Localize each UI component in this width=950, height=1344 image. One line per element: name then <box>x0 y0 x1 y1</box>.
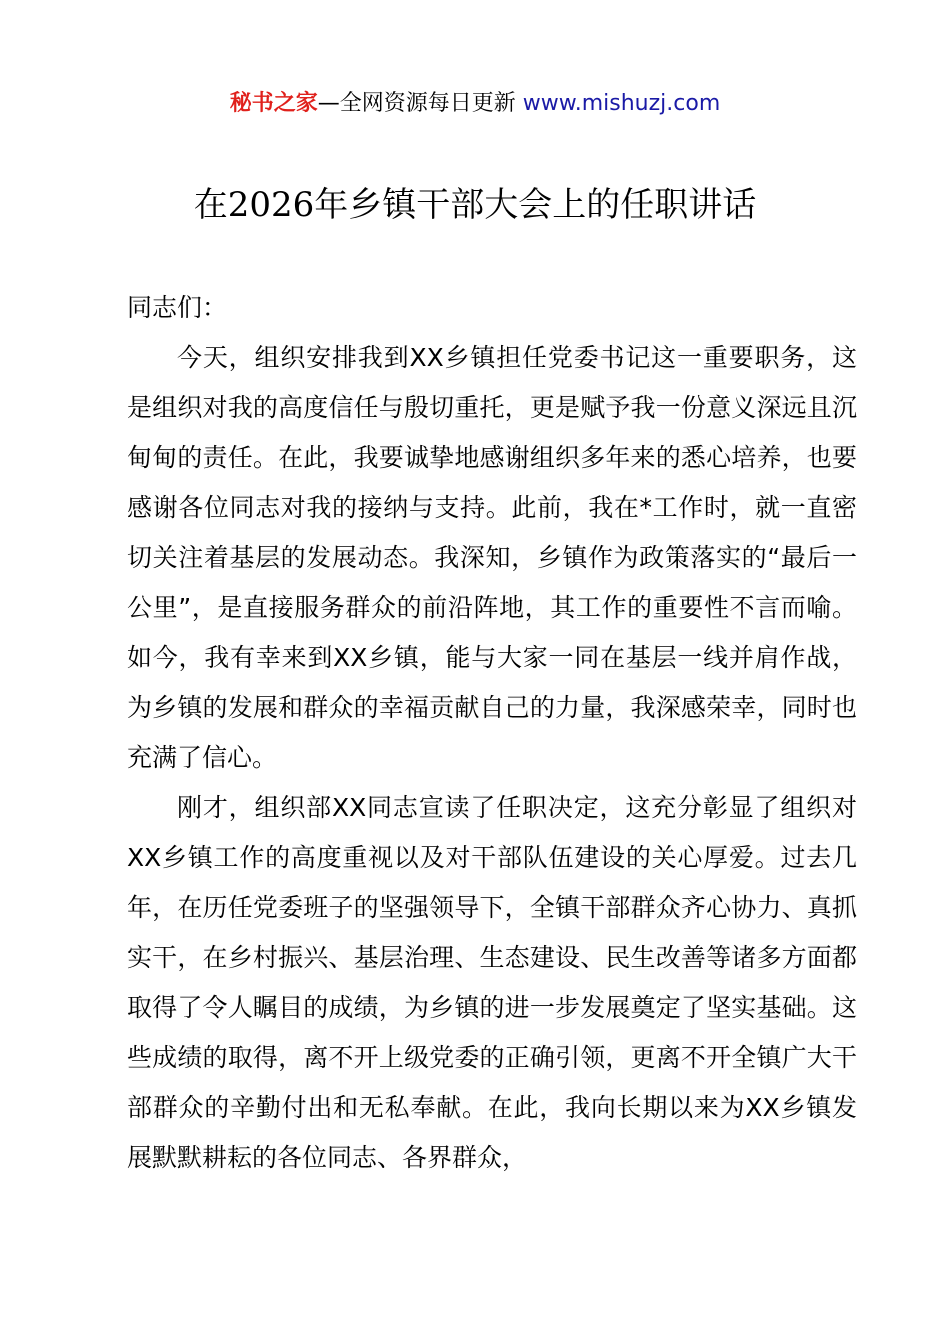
paragraph: 今天，组织安排我到XX乡镇担任党委书记这一重要职务，这是组织对我的高度信任与殷切重托，更是赋予我一份意义深远且沉甸甸的责任。在此，我要诚挚地感谢组织多年来的悉心培养，也要感谢各位同志对我的接纳与支持。此前，我在*工作时，就一直密切关注着基层的发展动态。我深知，乡镇作为政策落实的“最后一公里”，是直接服务群众的前沿阵地，其工作的重要性不言而喻。如今，我有幸来到XX乡镇，能与大家一同在基层一线并肩作战，为乡镇的发展和群众的幸福贡献自己的力量，我深感荣幸，同时也充满了信心。 <box>127 343 857 772</box>
header-tagline: —全网资源每日更新 <box>317 91 523 116</box>
salutation: 同志们： <box>127 293 228 322</box>
document-body <box>127 283 857 1183</box>
site-header <box>0 88 950 120</box>
brand-name: 秘书之家 <box>229 91 318 116</box>
document-title: 在2026年乡镇干部大会上的任职讲话 <box>193 185 757 225</box>
site-url: www.mishuzj.com <box>522 91 721 116</box>
paragraph: 刚才，组织部XX同志宣读了任职决定，这充分彰显了组织对XX乡镇工作的高度重视以及对干部队伍建设的关心厚爱。过去几年，在历任党委班子的坚强领导下，全镇干部群众齐心协力、真抓实干，在乡村振兴、基层治理、生态建设、民生改善等诸多方面都取得了令人瞩目的成绩，为乡镇的进一步发展奠定了坚实基础。这些成绩的取得，离不开上级党委的正确引领，更离不开全镇广大干部群众的辛勤付出和无私奉献。在此，我向长期以来为XX乡镇发展默默耕耘的各位同志、各界群众， <box>127 793 857 1172</box>
